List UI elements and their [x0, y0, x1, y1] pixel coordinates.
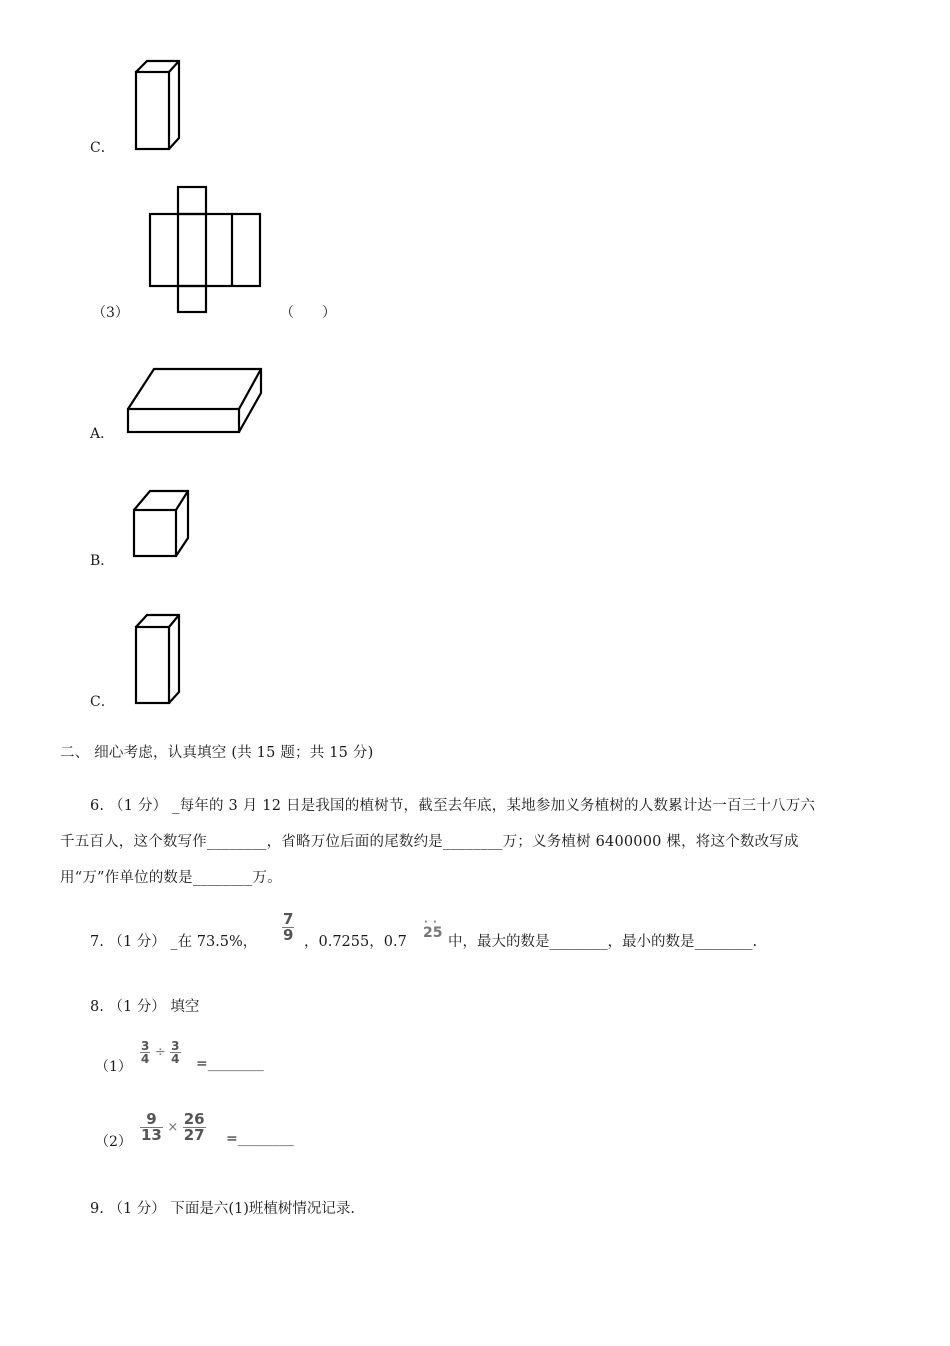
- option-c-label[interactable]: C．: [90, 140, 115, 156]
- question-6-line-1: 6. （1 分） _每年的 3 月 12 日是我国的植树节，截至去年底，某地参加义务植树的人数累计达一百三十八万六: [90, 798, 816, 814]
- multiplication-expression: $\frac{9}{13}$ × $\frac{26}{27}$: [141, 1110, 205, 1144]
- fraction-7-9: $\frac{7}{9}$: [283, 910, 294, 944]
- cuboid-net-figure: [148, 185, 264, 315]
- question-7-prefix: 7. （1 分） _在 73.5%，: [90, 934, 258, 950]
- question-6-line-2: 千五百人，这个数写作________，省略万位后面的尾数约是________万；义务植树 6400000 棵，将这个数改写成: [60, 834, 799, 850]
- tall-box-figure-top: [130, 58, 182, 154]
- question-3-label: （3）: [92, 305, 129, 321]
- part-1-label: （1）: [95, 1059, 132, 1075]
- option-a-label[interactable]: A．: [90, 426, 115, 442]
- part-2-answer-blank[interactable]: =________: [226, 1131, 294, 1147]
- question-8-title: 8. （1 分） 填空: [90, 999, 200, 1015]
- section-title: 二、 细心考虑，认真填空 (共 15 题；共 15 分): [60, 745, 374, 761]
- question-6-line-3: 用“万”作单位的数是________万。: [60, 870, 282, 886]
- question-9-title: 9. （1 分） 下面是六(1)班植树情况记录.: [90, 1201, 356, 1217]
- division-expression: $\frac{3}{4}$ ÷ $\frac{3}{4}$: [141, 1039, 180, 1066]
- option-b-label[interactable]: B．: [90, 553, 115, 569]
- option-c-label[interactable]: C．: [90, 694, 115, 710]
- cube-figure: [130, 488, 192, 560]
- question-7-suffix: 中，最大的数是________，最小的数是________.: [448, 934, 758, 950]
- part-1-answer-blank[interactable]: =________: [196, 1056, 264, 1072]
- answer-parentheses: （ ）: [280, 305, 336, 321]
- part-2-label: （2）: [95, 1134, 132, 1150]
- repeating-decimal-digits: · · 25: [423, 917, 443, 941]
- flat-box-figure: [124, 366, 266, 436]
- tall-box-figure-bottom: [130, 612, 182, 708]
- question-7-middle: ，0.7255，0.7: [304, 934, 407, 950]
